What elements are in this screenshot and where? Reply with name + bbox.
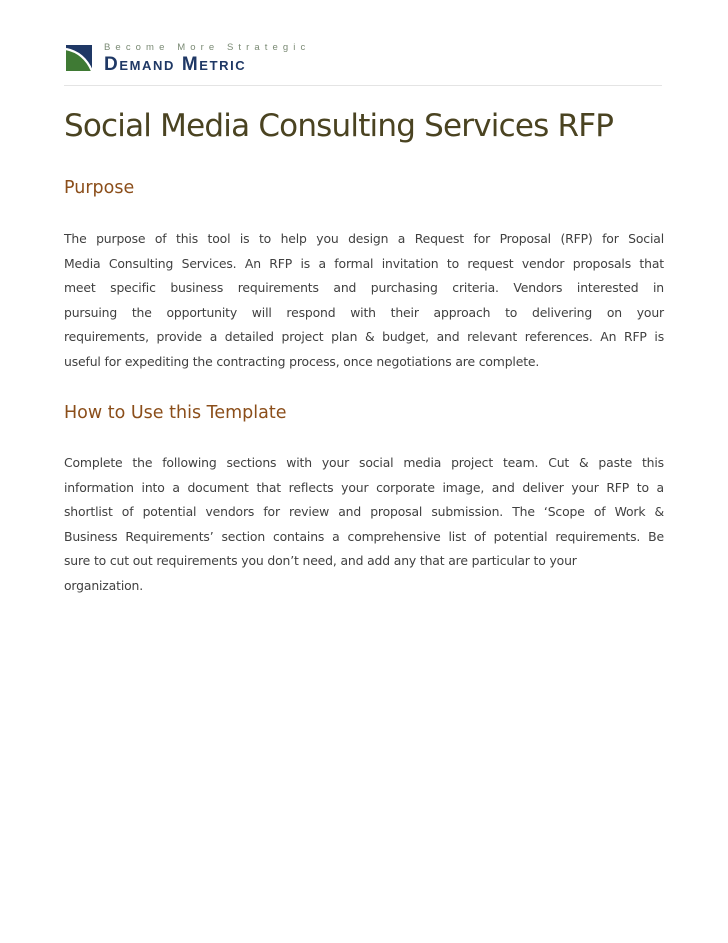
demand-metric-logo-icon [64, 43, 94, 73]
paragraph-line: useful for expediting the contracting process, once negotiations are complete. [64, 353, 540, 369]
paragraph-line: meet specific business requirements and purchasing criteria. Vendors interested in [64, 280, 664, 296]
paragraph-line: The purpose of this tool is to help you design a Request for Proposal (RFP) for Social [64, 231, 664, 246]
header-divider [64, 85, 662, 86]
paragraph-line: organization. [64, 577, 144, 593]
paragraph-line: Media Consulting Services. An RFP is a formal invitation to request vendor proposals that [64, 255, 664, 271]
paragraph-line: sure to cut out requirements you don’t need, and add any that are particular to your [64, 553, 577, 569]
brand-tagline: Become More Strategic [104, 42, 311, 53]
brand-name: Demand Metric [104, 54, 247, 75]
purpose-paragraph [64, 227, 664, 375]
how-to-use-heading: How to Use this Template [64, 403, 287, 423]
purpose-heading: Purpose [64, 178, 135, 198]
page-header [64, 40, 662, 85]
paragraph-line: requirements, provide a detailed project plan & budget, and relevant references. An RFP is [64, 329, 664, 345]
paragraph-line: shortlist of potential vendors for review and proposal submission. The ‘Scope of Work & [64, 504, 664, 520]
document-title: Social Media Consulting Services RFP [64, 108, 614, 144]
how-to-use-paragraph [64, 451, 664, 599]
paragraph-line: information into a document that reflects your corporate image, and deliver your RFP to a [64, 479, 664, 495]
paragraph-line: Complete the following sections with your social media project team. Cut & paste this [64, 455, 664, 470]
paragraph-line: Business Requirements’ section contains a comprehensive list of potential requirements. Be [64, 528, 664, 544]
paragraph-line: pursuing the opportunity will respond with their approach to delivering on your [64, 304, 664, 320]
